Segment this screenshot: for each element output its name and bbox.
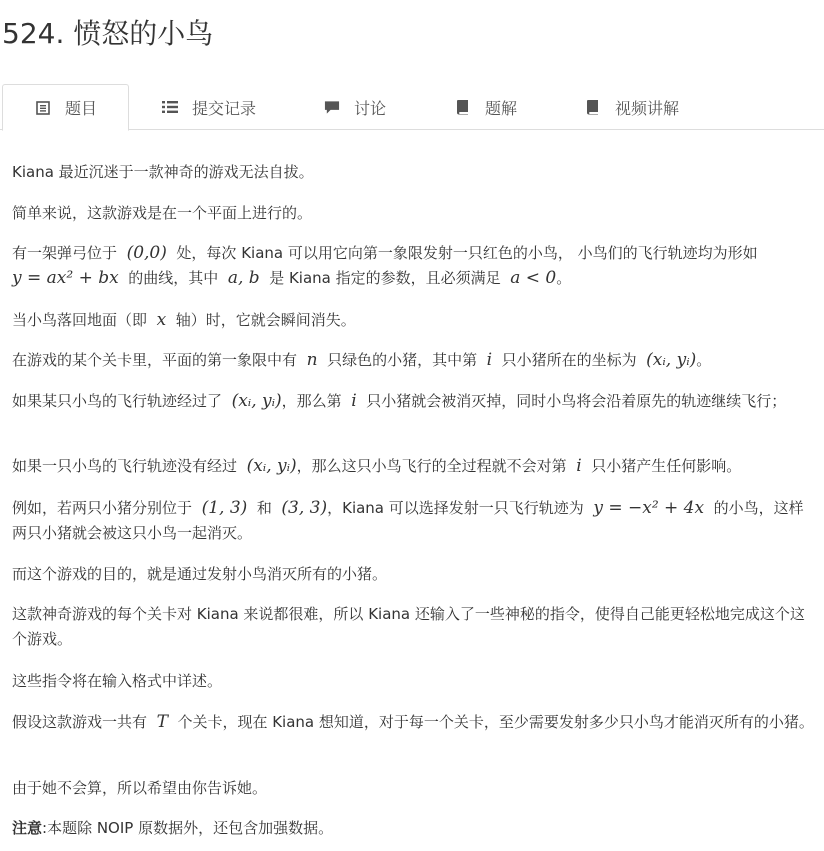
tab-label: 讨论: [354, 98, 387, 118]
tab-bar: [0, 84, 824, 130]
math-formula: T: [156, 712, 168, 732]
math-formula: i: [351, 391, 357, 411]
tab-discussion[interactable]: [324, 84, 424, 130]
math-formula: (1, 3): [201, 498, 248, 518]
paragraph: 有一架弹弓位于 (0,0) 处，每次 Kiana 可以用它向第一象限发射一只红色的小鸟， 小鸟们的飞行轨迹均为形如 y = ax² + bx 的曲线，其中 a, b 是 Kiana 指定的参数，且必须满足 a < 0。: [12, 243, 758, 288]
paragraph: 由于她不会算，所以希望由你告诉她。: [12, 779, 268, 797]
paragraph: 这款神奇游戏的每个关卡对 Kiana 来说都很难，所以 Kiana 还输入了一些神秘的指令，使得自己能更轻松地完成这个这个游戏。: [12, 605, 805, 648]
math-formula: (xᵢ, yᵢ): [246, 456, 297, 476]
math-formula: y = ax² + bx: [12, 268, 119, 288]
tab-label: 提交记录: [192, 98, 257, 118]
math-formula: x: [156, 310, 167, 330]
tab-solutions[interactable]: [455, 84, 555, 130]
comment-icon: [324, 99, 340, 115]
math-formula: i: [576, 456, 582, 476]
document-icon: [35, 100, 51, 116]
math-formula: (xᵢ, yᵢ): [646, 350, 697, 370]
book-icon: [455, 99, 471, 115]
math-formula: (0,0): [126, 243, 167, 263]
math-formula: (xᵢ, yᵢ): [231, 391, 282, 411]
paragraph: 如果一只小鸟的飞行轨迹没有经过 (xᵢ, yᵢ)，那么这只小鸟飞行的全过程就不会对第 i 只小猪产生任何影响。: [12, 456, 742, 476]
paragraph: 而这个游戏的目的，就是通过发射小鸟消灭所有的小猪。: [12, 565, 388, 583]
tab-video-solution[interactable]: [585, 84, 715, 130]
math-formula: a, b: [227, 268, 260, 288]
paragraph: 在游戏的某个关卡里，平面的第一象限中有 n 只绿色的小猪，其中第 i 只小猪所在的坐标为 (xᵢ, yᵢ)。: [12, 350, 712, 370]
math-formula: n: [306, 350, 318, 370]
math-formula: a < 0: [510, 268, 557, 288]
math-formula: i: [486, 350, 493, 370]
tab-label: 题解: [485, 98, 518, 118]
paragraph: 例如，若两只小猪分别位于 (1, 3) 和 (3, 3)，Kiana 可以选择发射一只飞行轨迹为 y = −x² + 4x 的小鸟，这样两只小猪就会被这只小鸟一起消灭。: [12, 498, 804, 542]
math-formula: y = −x² + 4x: [593, 498, 705, 518]
book-icon: [585, 99, 601, 115]
note-label: 注意: [12, 819, 43, 837]
paragraph: 假设这款游戏一共有 T 个关卡，现在 Kiana 想知道，对于每一个关卡，至少需要发射多少只小鸟才能消灭所有的小猪。: [12, 712, 814, 732]
paragraph: 当小鸟落回地面（即 x 轴）时，它就会瞬间消失。: [12, 310, 356, 330]
paragraph: 如果某只小鸟的飞行轨迹经过了 (xᵢ, yᵢ)，那么第 i 只小猪就会被消灭掉，同时小鸟将会沿着原先的轨迹继续飞行；: [12, 391, 787, 411]
page-title: 524. 愤怒的小鸟: [2, 17, 214, 50]
tab-submissions[interactable]: [162, 84, 292, 130]
note-paragraph: 注意:本题除 NOIP 原数据外，还包含加强数据。: [12, 819, 334, 837]
tab-label: 题目: [65, 99, 98, 118]
tab-problem[interactable]: [2, 84, 129, 131]
tab-label: 视频讲解: [615, 98, 680, 118]
list-icon: [162, 99, 178, 115]
paragraph: 简单来说，这款游戏是在一个平面上进行的。: [12, 204, 313, 222]
math-formula: (3, 3): [281, 498, 328, 518]
paragraph: 这些指令将在输入格式中详述。: [12, 672, 223, 690]
paragraph: Kiana 最近沉迷于一款神奇的游戏无法自拔。: [12, 163, 314, 181]
